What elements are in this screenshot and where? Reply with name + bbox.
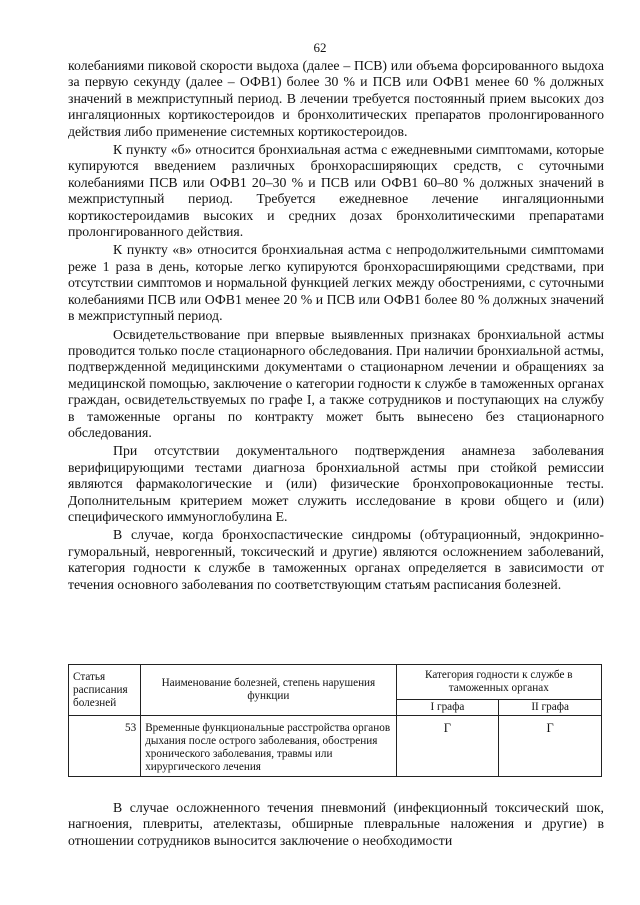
cell-grade-1: Г bbox=[396, 716, 499, 777]
header-article: Статья расписания болезней bbox=[69, 665, 141, 716]
paragraph-item-v: К пункту «в» относится бронхиальная астма с непродолжительными симптомами реже 1 раза в день, которые легко купируются бронхорасширяющими средствами, при отсутствии симптомов и нормальной функцией легких между обострениями, с суточными колебаниями ПСВ или ОФВ1 менее 20 % и ПСВ или ОФВ1 более 80 % должных значений в межприступный период. bbox=[68, 242, 604, 324]
paragraph-pneumonia: В случае осложненного течения пневмоний (инфекционный токсический шок, нагноения, плевриты, ателектазы, обширные плевральные наложения и другие) в отношении сотрудников выносится заключение о необходимости bbox=[68, 800, 604, 848]
page-number: 62 bbox=[313, 40, 327, 55]
header-column-1: I графа bbox=[396, 700, 499, 716]
diseases-table bbox=[68, 664, 602, 777]
after-table-text bbox=[68, 800, 604, 851]
header-column-2: II графа bbox=[499, 700, 602, 716]
table-header-row bbox=[69, 665, 602, 700]
table-row bbox=[69, 716, 602, 777]
cell-grade-2: Г bbox=[499, 716, 602, 777]
paragraph-verification: При отсутствии документального подтверждения анамнеза заболевания верифицирующими тестами диагноза бронхиальной астмы при стойкой ремиссии являются фармакологические и (или) физические бронхопровокационные тесты. Дополнительным критерием может служить исследование в крови общего и (или) специфического иммуноглобулина Е. bbox=[68, 443, 604, 524]
header-fitness-category: Категория годности к службе в таможенных органах bbox=[396, 665, 601, 700]
paragraph-examination: Освидетельствование при впервые выявленных признаках бронхиальной астмы проводится только после стационарного обследования. При наличии бронхиальной астмы, подтвержденной медицинскими документами о стационарном лечении и обращениях за медицинской помощью, заключение о категории годности к службе в таможенных органах граждан, освидетельствуемых по графе I, а также сотрудников и поступающих на службу в таможенные органы по контракту может быть вынесено без стационарного обследования. bbox=[68, 326, 604, 440]
header-disease-name: Наименование болезней, степень нарушения функции bbox=[141, 665, 396, 716]
paragraph-item-b: К пункту «б» относится бронхиальная астма с ежедневными симптомами, которые купируются введением различных бронхорасширяющих средств, с суточными колебаниями ПСВ или ОФВ1 20–30 % и ПСВ или ОФВ1 60–80 % должных значений в межприступный период. Требуется ежедневное лечение ингаляционными кортикостероидамив высоких и средних дозах бронхолитическими препаратами пролонгированного действия. bbox=[68, 142, 604, 240]
paragraph-complication: В случае, когда бронхоспастические синдромы (обтурационный, эндокринно-гуморальный, неврогенный, токсический и другие) являются осложнением заболеваний, категория годности к службе в таможенных органах определяется в зависимости от течения основного заболевания по соответствующим статьям расписания болезней. bbox=[68, 527, 604, 592]
cell-article-number: 53 bbox=[69, 716, 141, 777]
cell-disease-name: Временные функциональные расстройства органов дыхания после острого заболевания, обострения хронического заболевания, травмы или хирургического лечения bbox=[141, 716, 396, 777]
paragraph-continuation: колебаниями пиковой скорости выдоха (далее – ПСВ) или объема форсированного выдоха за первую секунду (далее – ОФВ1) более 30 % и ПСВ или ОФВ1 менее 60 % должных значений в межприступный период. В лечении требуется постоянный прием высоких доз ингаляционных кортикостероидов и бронхолитических препаратов пролонгированного действия либо применение системных кортикостероидов. bbox=[68, 58, 604, 139]
diseases-table-wrap bbox=[68, 664, 602, 777]
body-text bbox=[68, 58, 604, 595]
